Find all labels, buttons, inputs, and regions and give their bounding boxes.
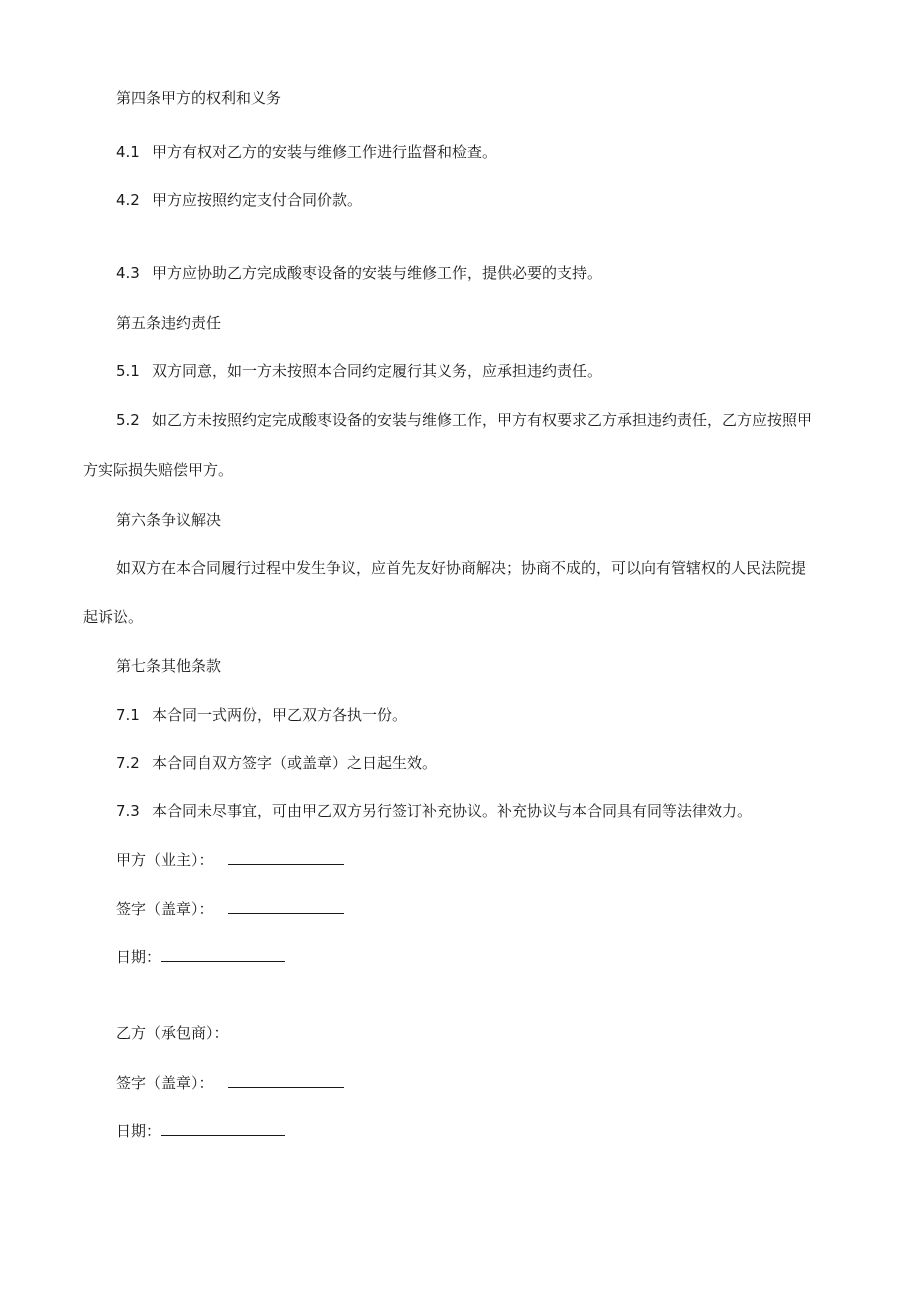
clause-4-3 bbox=[116, 263, 602, 283]
party-b-label: 乙方（承包商）： bbox=[116, 1024, 229, 1042]
clause-text: 甲方应协助乙方完成酸枣设备的安装与维修工作，提供必要的支持。 bbox=[152, 264, 603, 282]
clause-text: 甲方有权对乙方的安装与维修工作进行监督和检查。 bbox=[152, 143, 498, 161]
article-6-heading: 第六条争议解决 bbox=[116, 511, 222, 529]
clause-text: 甲方应按照约定支付合同价款。 bbox=[152, 191, 363, 209]
party-b-date-blank[interactable] bbox=[161, 1121, 285, 1136]
clause-number: 5.1 bbox=[116, 362, 140, 380]
article-6-paragraph-continuation: 起诉讼。 bbox=[83, 608, 144, 626]
party-b-signature-line bbox=[116, 1073, 344, 1093]
clause-number: 7.3 bbox=[116, 802, 140, 820]
clause-number: 4.2 bbox=[116, 191, 140, 209]
clause-5-2-continuation: 方实际损失赔偿甲方。 bbox=[83, 461, 234, 479]
party-a-signature-blank[interactable] bbox=[228, 899, 344, 914]
article-5-heading: 第五条违约责任 bbox=[116, 314, 222, 332]
party-a-date-blank[interactable] bbox=[161, 947, 285, 962]
clause-4-1 bbox=[116, 142, 497, 162]
party-a-date-line bbox=[116, 947, 285, 967]
party-a-signature-label: 签字（盖章）： bbox=[116, 900, 214, 918]
clause-7-3 bbox=[116, 801, 752, 821]
clause-text: 本合同一式两份，甲乙双方各执一份。 bbox=[152, 706, 408, 724]
article-6-paragraph: 如双方在本合同履行过程中发生争议，应首先友好协商解决；协商不成的，可以向有管辖权的人民法院提 bbox=[116, 559, 807, 577]
clause-number: 7.2 bbox=[116, 754, 140, 772]
clause-text: 本合同自双方签字（或盖章）之日起生效。 bbox=[152, 754, 438, 772]
party-b-signature-label: 签字（盖章）： bbox=[116, 1074, 214, 1092]
clause-number: 4.3 bbox=[116, 264, 140, 282]
clause-7-2 bbox=[116, 753, 437, 773]
clause-text: 本合同未尽事宜，可由甲乙双方另行签订补充协议。补充协议与本合同具有同等法律效力。 bbox=[152, 802, 753, 820]
party-b-date-line bbox=[116, 1121, 285, 1141]
clause-number: 5.2 bbox=[116, 411, 140, 429]
clause-5-2 bbox=[116, 410, 812, 430]
article-7-heading: 第七条其他条款 bbox=[116, 657, 222, 675]
clause-number: 4.1 bbox=[116, 143, 140, 161]
party-a-label: 甲方（业主）： bbox=[116, 851, 214, 869]
party-b-date-label: 日期： bbox=[116, 1122, 162, 1140]
party-a-signature-line bbox=[116, 899, 344, 919]
clause-4-2 bbox=[116, 190, 362, 210]
clause-7-1 bbox=[116, 705, 407, 725]
party-a-date-label: 日期： bbox=[116, 948, 162, 966]
clause-text: 双方同意，如一方未按照本合同约定履行其义务，应承担违约责任。 bbox=[152, 362, 603, 380]
party-b-signature-blank[interactable] bbox=[228, 1073, 344, 1088]
clause-number: 7.1 bbox=[116, 706, 140, 724]
article-4-heading: 第四条甲方的权利和义务 bbox=[116, 89, 282, 107]
clause-text: 如乙方未按照约定完成酸枣设备的安装与维修工作，甲方有权要求乙方承担违约责任，乙方应按照甲 bbox=[152, 411, 813, 429]
party-a-line bbox=[116, 850, 344, 870]
party-a-blank[interactable] bbox=[228, 850, 344, 865]
clause-5-1 bbox=[116, 361, 602, 381]
